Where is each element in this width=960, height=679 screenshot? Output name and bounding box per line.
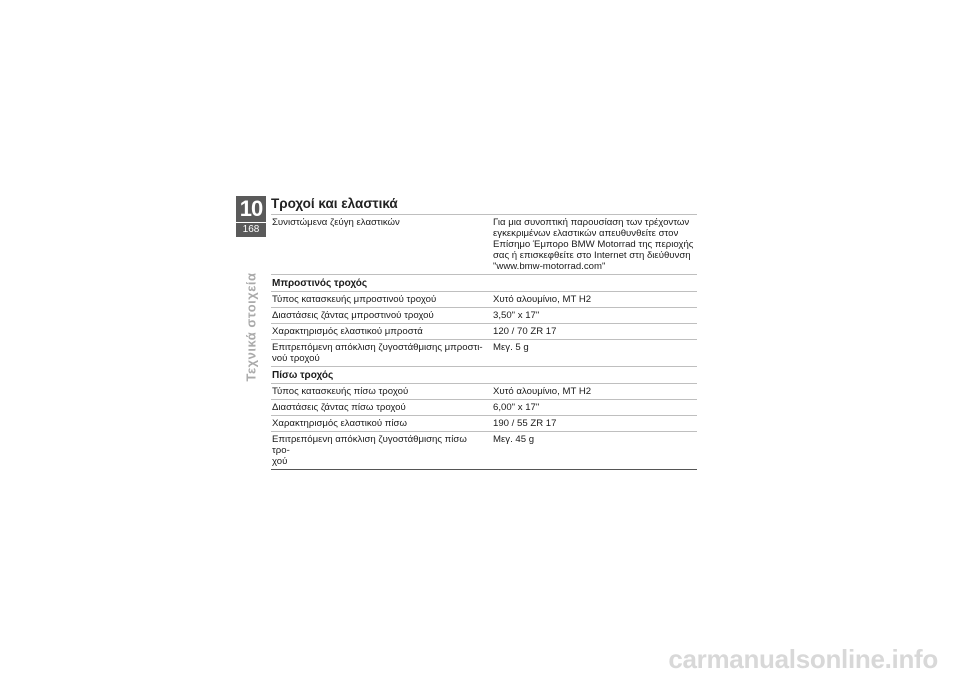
- spec-value: Μεγ. 45 g: [491, 432, 697, 470]
- spec-group-heading: [271, 275, 697, 292]
- spec-row: [271, 340, 697, 367]
- spec-group-label: Μπροστινός τροχός: [271, 275, 697, 292]
- page-number: 168: [236, 223, 266, 237]
- spec-row: [271, 400, 697, 416]
- spec-group-heading: [271, 367, 697, 384]
- spec-label: Χαρακτηρισμός ελαστικού μπροστά: [271, 324, 491, 340]
- spec-value: 120 / 70 ZR 17: [491, 324, 697, 340]
- spec-label: Επιτρεπόμενη απόκλιση ζυγοστάθμισης μπροστι- νού τροχού: [271, 340, 491, 367]
- section-title: Τροχοί και ελαστικά: [271, 196, 398, 211]
- spec-value: 190 / 55 ZR 17: [491, 416, 697, 432]
- chapter-number: 10: [236, 196, 266, 222]
- spec-value: Μεγ. 5 g: [491, 340, 697, 367]
- spec-label: Χαρακτηρισμός ελαστικού πίσω: [271, 416, 491, 432]
- spec-row: [271, 416, 697, 432]
- chapter-marker: [236, 196, 266, 237]
- spec-label: Διαστάσεις ζάντας πίσω τροχού: [271, 400, 491, 416]
- spec-label: Τύπος κατασκευής πίσω τροχού: [271, 384, 491, 400]
- spec-value: Για μια συνοπτική παρουσίαση των τρέχοντων εγκεκριμένων ελαστικών απευθυνθείτε στον Επίσημο Έμπορο BMW Motorrad της περιοχής σας ή επισκεφθείτε στο Internet στη διεύθυνση "www.bmw-motorrad.com": [491, 215, 697, 275]
- spec-row: [271, 215, 697, 275]
- spec-label: Τύπος κατασκευής μπροστινού τροχού: [271, 292, 491, 308]
- chapter-side-title: [236, 272, 266, 382]
- spec-label: Διαστάσεις ζάντας μπροστινού τροχού: [271, 308, 491, 324]
- spec-value: 3,50" x 17": [491, 308, 697, 324]
- chapter-side-title-text: Τεχνικά στοιχεία: [243, 272, 259, 382]
- spec-row: [271, 432, 697, 470]
- spec-row: [271, 308, 697, 324]
- spec-table: [271, 214, 697, 470]
- spec-group-label: Πίσω τροχός: [271, 367, 697, 384]
- spec-value: Χυτό αλουμίνιο, MT H2: [491, 292, 697, 308]
- spec-value: 6,00" x 17": [491, 400, 697, 416]
- watermark: carmanualsonline.info: [668, 644, 938, 674]
- spec-label: Επιτρεπόμενη απόκλιση ζυγοστάθμισης πίσω τρο- χού: [271, 432, 491, 470]
- spec-row: [271, 292, 697, 308]
- spec-row: [271, 324, 697, 340]
- spec-value: Χυτό αλουμίνιο, MT H2: [491, 384, 697, 400]
- spec-label: Συνιστώμενα ζεύγη ελαστικών: [271, 215, 491, 275]
- spec-table-body: [271, 215, 697, 470]
- spec-row: [271, 384, 697, 400]
